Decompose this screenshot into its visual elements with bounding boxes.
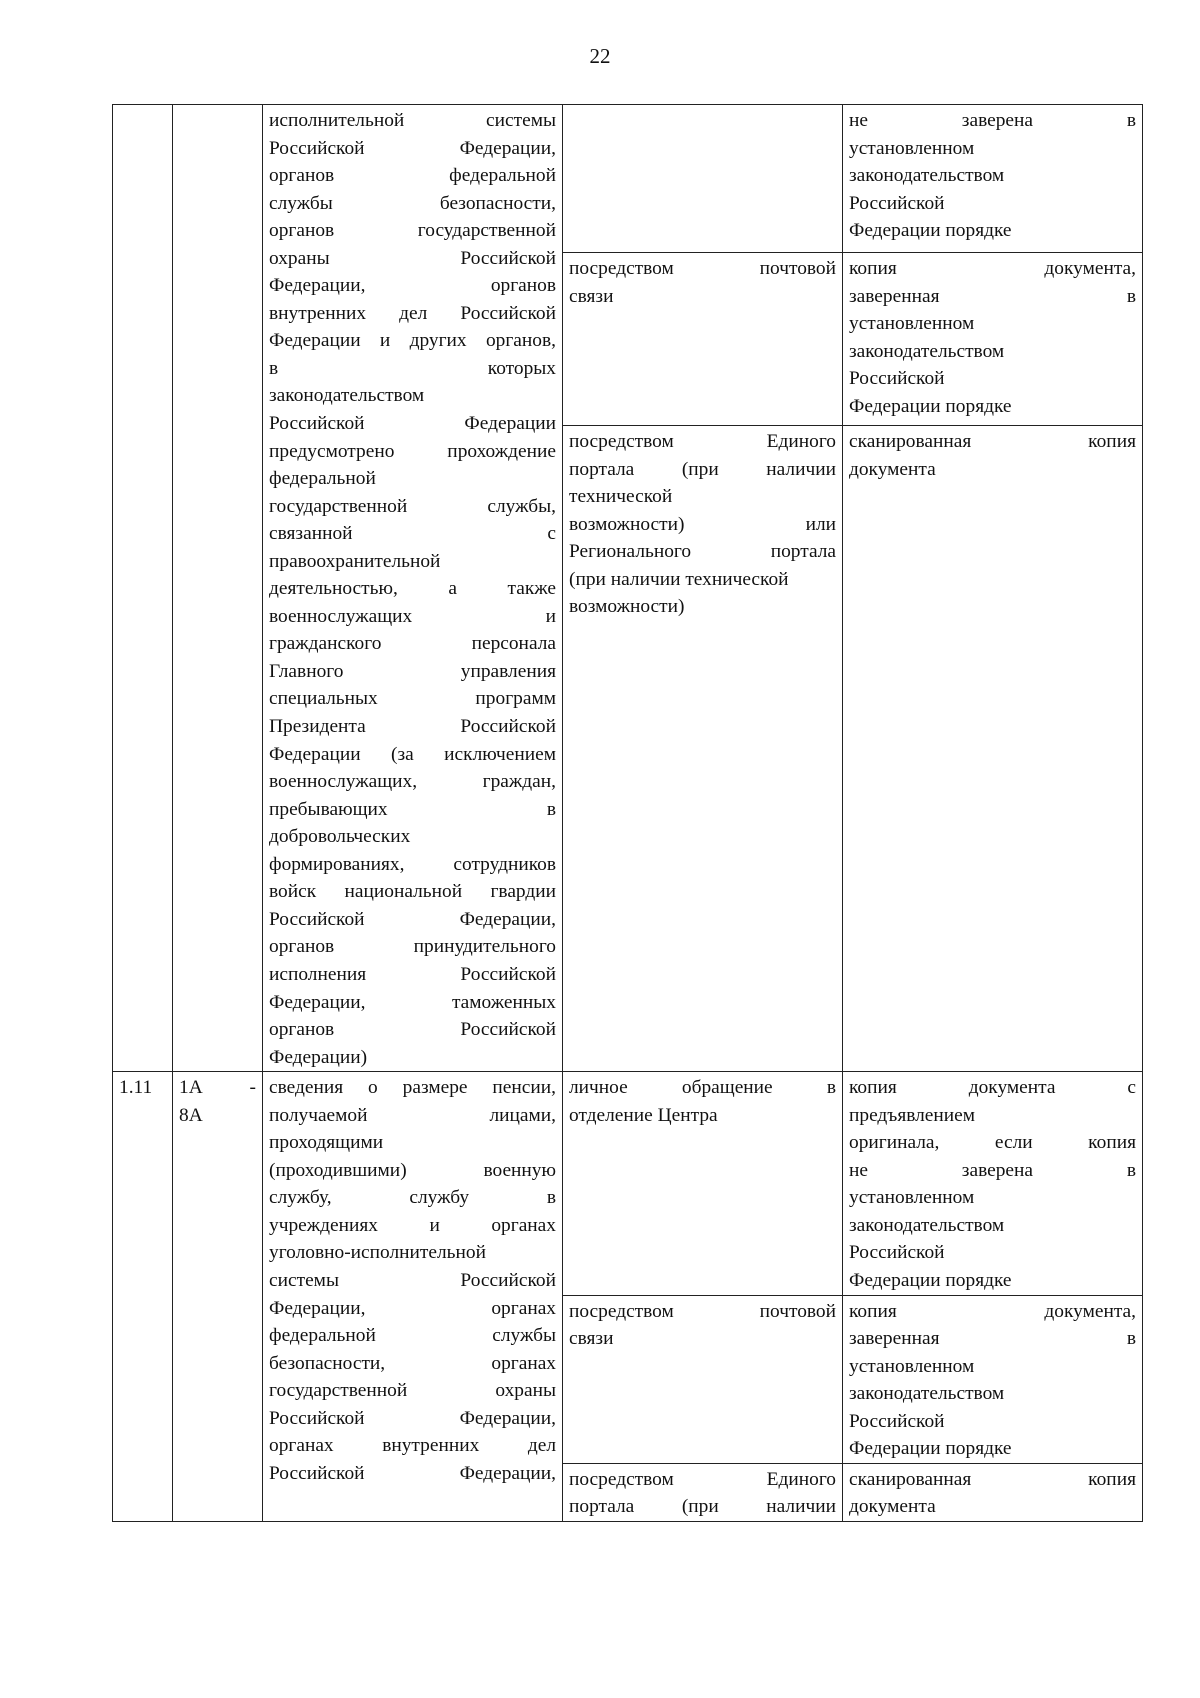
cell-num-empty (113, 105, 173, 1072)
cell-document-description-1-11: сведения о размере пенсии, получаемой лицами, проходящими (проходившими) военную службу, службу в учреждениях и органах уголовно-исполнительной системы Российской Федерации, органах федеральной службы безопасности, органах государственной охраны Российской Федерации, органах внутренних дел Российской Федерации, (263, 1072, 563, 1522)
page-number: 22 (589, 44, 611, 68)
cell-form-1-11-2: копия документа, заверенная в установленном законодательством Российской Федерации порядке (843, 1295, 1143, 1463)
cell-form-1-11-3: сканированная копия документа (843, 1463, 1143, 1521)
cell-method-postal: посредством почтовой связи (563, 253, 843, 426)
cell-form-1-11-1: копия документа с предъявлением оригинала, если копия не заверена в установленном законодательством Российской Федерации порядке (843, 1072, 1143, 1295)
cell-code-empty (173, 105, 263, 1072)
cell-method-portal-1-11: посредством Единого портала (при наличии (563, 1463, 843, 1521)
cell-method-personal: личное обращение в отделение Центра (563, 1072, 843, 1295)
table-row-1-11 (113, 1072, 1143, 1295)
cell-form-1: не заверена в установленном законодательством Российской Федерации порядке (843, 105, 1143, 253)
document-table (112, 104, 1143, 1522)
table-row-continued-1 (113, 105, 1143, 253)
cell-document-code: 1А - 8А (173, 1072, 263, 1522)
cell-row-number: 1.11 (113, 1072, 173, 1522)
cell-form-3: сканированная копия документа (843, 426, 1143, 1072)
cell-method-portal: посредством Единого портала (при наличии технической возможности) или Регионального портала (при наличии технической возможности) (563, 426, 843, 1072)
cell-method-postal-1-11: посредством почтовой связи (563, 1295, 843, 1463)
cell-document-description (263, 105, 563, 1072)
cell-form-2: копия документа, заверенная в установленном законодательством Российской Федерации порядке (843, 253, 1143, 426)
description-text: исполнительной системы Российской Федерации, органов федеральной службы безопасности, органов государственной охраны Российской Федерации, органов внутренних дел Российской Федерации и других органов, в которых законодательством Российской Федерации предусмотрено прохождение федеральной государственной службы, связанной с правоохранительной деятельностью, а также военнослужащих и гражданского персонала Главного управления специальных программ Президента Российской Федерации (за исключением военнослужащих, граждан, пребывающих в добровольческих формированиях, сотрудников войск национальной гвардии Российской Федерации, органов принудительного исполнения Российской Федерации, таможенных органов Российской Федерации) (269, 110, 556, 1068)
cell-method-empty (563, 105, 843, 253)
